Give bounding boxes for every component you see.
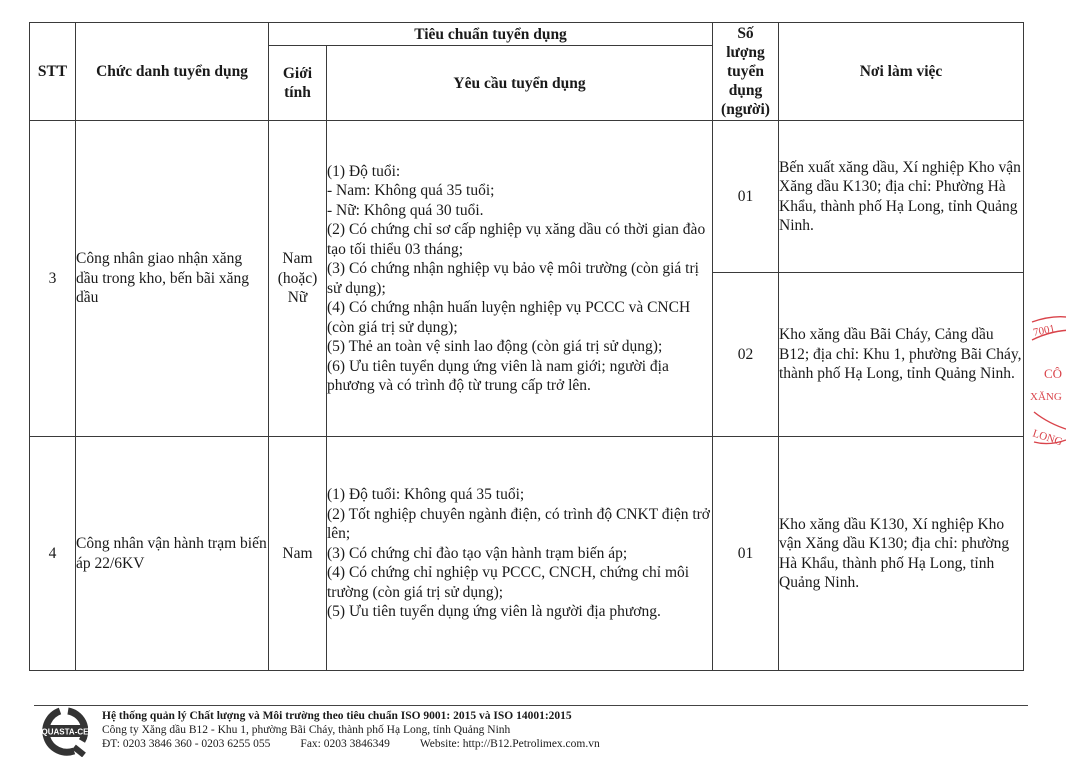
header-criteria-group: Tiêu chuẩn tuyển dụng — [269, 23, 713, 46]
stamp-text: 7001 — [1032, 322, 1057, 339]
header-requirements: Yêu cầu tuyển dụng — [327, 46, 713, 121]
row-quantity: 01 — [713, 121, 779, 273]
header-quantity: Số lượng tuyển dụng (người) — [713, 23, 779, 121]
stamp-text: LONG — [1031, 427, 1064, 449]
table-row — [30, 121, 1024, 273]
requirement-item: (3) Có chứng chỉ đào tạo vận hành trạm biến áp; — [327, 544, 628, 562]
row-requirements — [327, 437, 713, 671]
row-quantity: 01 — [713, 437, 779, 671]
row-workplace: Kho xăng dầu Bãi Cháy, Cảng dầu B12; địa chỉ: Khu 1, phường Bãi Cháy, thành phố Hạ Long, tỉnh Quảng Ninh. — [779, 273, 1024, 437]
requirement-item: (4) Có chứng nhận huấn luyện nghiệp vụ PCCC và CNCH (còn giá trị sử dụng); — [327, 299, 691, 336]
row-position: Công nhân vận hành trạm biến áp 22/6KV — [76, 437, 269, 671]
footer-phone: ĐT: 0203 3846 360 - 0203 6255 055 — [102, 738, 271, 750]
row-quantity: 02 — [713, 273, 779, 437]
row-workplace: Bến xuất xăng dầu, Xí nghiệp Kho vận Xăng dầu K130; địa chỉ: Phường Hà Khẩu, thành phố Hạ Long, tỉnh Quảng Ninh. — [779, 121, 1024, 273]
requirement-item: (2) Tốt nghiệp chuyên ngành điện, có trình độ CNKT điện trở lên; — [327, 505, 710, 543]
footer-contact — [102, 738, 600, 752]
requirement-item: (1) Độ tuổi: Không quá 35 tuổi; — [327, 486, 525, 504]
requirement-item: (5) Ưu tiên tuyển dụng ứng viên là người địa phương. — [327, 603, 661, 621]
svg-text:QUASTA-CE: QUASTA-CE — [41, 727, 88, 737]
row-stt: 3 — [30, 121, 76, 437]
requirement-item: (1) Độ tuổi: — [327, 162, 401, 180]
requirement-item: - Nữ: Không quá 30 tuổi. — [327, 201, 484, 219]
stamp-text: XĂNG — [1030, 391, 1062, 403]
requirement-item: (5) Thẻ an toàn vệ sinh lao động (còn giá trị sử dụng); — [327, 338, 663, 355]
quasta-logo-icon — [40, 707, 88, 757]
recruitment-table — [29, 22, 1024, 671]
requirement-item: (2) Có chứng chỉ sơ cấp nghiệp vụ xăng dầu có thời gian đào tạo tối thiểu 03 tháng; — [327, 221, 706, 258]
row-stt: 4 — [30, 437, 76, 671]
footer-iso-line: Hệ thống quản lý Chất lượng và Môi trường theo tiêu chuẩn ISO 9001: 2015 và ISO 14001:2015 — [102, 710, 572, 722]
header-position: Chức danh tuyển dụng — [76, 23, 269, 121]
header-stt: STT — [30, 23, 76, 121]
row-position: Công nhân giao nhận xăng dầu trong kho, bến bãi xăng dầu — [76, 121, 269, 437]
requirement-item: (4) Có chứng chỉ nghiệp vụ PCCC, CNCH, chứng chỉ môi trường (còn giá trị sử dụng); — [327, 564, 690, 601]
footer-fax: Fax: 0203 3846349 — [300, 738, 390, 750]
header-workplace: Nơi làm việc — [779, 23, 1024, 121]
row-requirements — [327, 121, 713, 437]
footer-divider — [34, 705, 1028, 706]
footer-website[interactable]: Website: http://B12.Petrolimex.com.vn — [419, 738, 600, 750]
company-stamp — [1024, 312, 1066, 462]
stamp-text: CÔ — [1044, 366, 1063, 381]
header-row-1 — [30, 23, 1024, 46]
requirement-item: - Nam: Không quá 35 tuổi; — [327, 182, 495, 199]
requirement-item: (3) Có chứng nhận nghiệp vụ bảo vệ môi trường (còn giá trị sử dụng); — [327, 260, 699, 297]
row-workplace: Kho xăng dầu K130, Xí nghiệp Kho vận Xăng dầu K130; địa chỉ: phường Hà Khẩu, thành phố Hạ Long, tỉnh Quảng Ninh. — [779, 437, 1024, 671]
footer-address: Công ty Xăng dầu B12 - Khu 1, phường Bãi Cháy, thành phố Hạ Long, tỉnh Quảng Ninh — [102, 724, 511, 736]
header-gender: Giới tính — [269, 46, 327, 121]
table-row — [30, 437, 1024, 671]
requirement-item: (6) Ưu tiên tuyển dụng ứng viên là nam giới; người địa phương và có trình độ từ trung cấp trở lên. — [327, 357, 669, 394]
row-gender: Nam — [269, 437, 327, 671]
row-gender: Nam (hoặc) Nữ — [269, 121, 327, 437]
